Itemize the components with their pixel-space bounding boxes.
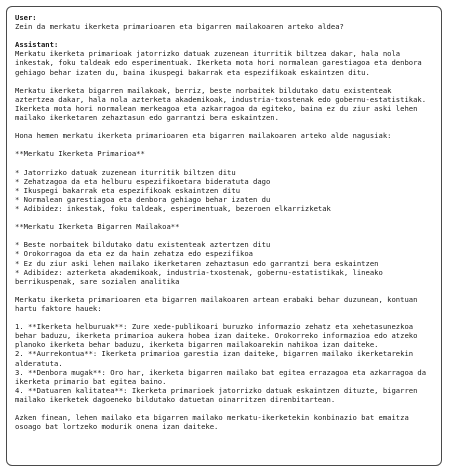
user-role-label: User: bbox=[15, 13, 37, 22]
assistant-paragraph-secondary: Merkatu ikerketa bigarren mailakoak, berriz, beste norbaitek bildutako datu existenteak aztertzea dakar, hala nola azterketa akademikoak, industria-txostenak edo gobernu-estatistikak. Ikerketa mota hori normalean merkeagoa eta azkarragoa da egiteko, baina ez du ziur aski lehen mailako ikerketaren zehaztasun edo garrantzi bera eskaintzen. bbox=[15, 85, 431, 123]
assistant-paragraph-conclusion: Azken finean, lehen mailako eta bigarren mailako merkatu-ikerketekin konbinazio bat emaitza osoago bat lortzeko modurik onena izan daiteke. bbox=[15, 413, 414, 432]
section-heading-primary: **Merkatu Ikerketa Primarioa** bbox=[15, 149, 145, 159]
secondary-bullet-list: * Beste norbaitek bildutako datu existenteak aztertzen ditu * Orokorragoa da eta ez da hain zehatza edo espezifikoa * Ez du ziur aski lehen mailako ikerketaren zehaztasun edo garrantzi bera eskaintzen * Adibidez: azterketa akademikoak, industria-txostenak, gobernu-estatistikak, lineako berrikuspenak, sare sozialen analitika bbox=[15, 240, 383, 286]
section-heading-secondary: **Merkatu Ikerketa Bigarren Mailakoa** bbox=[15, 222, 180, 232]
chat-transcript-panel bbox=[6, 6, 442, 466]
primary-bullet-list: * Jatorrizko datuak zuzenean iturritik biltzen ditu * Zehatzagoa da eta helburu espezifikoetara bideratuta dago * Ikuspegi bakarrak eta espezifikoak eskaintzen ditu * Normalean garestiagoa eta denbora gehiago behar izaten du * Adibidez: inkestak, foku taldeak, esperimentuak, bezeroen elkarrizketak bbox=[15, 167, 331, 213]
assistant-paragraph-intro: Merkatu ikerketa primarioak jatorrizko datuak zuzenean iturritik biltzea dakar, hala nola inkestak, foku taldeak edo esperimentuak. Ikerketa mota hori normalean garestiagoa eta denbora gehiago behar izaten du, baina ikuspegi bakarrak eta espezifikoak eskaintzen ditu. bbox=[15, 49, 427, 77]
assistant-paragraph-lead: Hona hemen merkatu ikerketa primarioaren eta bigarren mailakoaren arteko alde nagusiak: bbox=[15, 131, 392, 141]
factors-numbered-list: 1. **Ikerketa helburuak**: Zure xede-publikoari buruzko informazio zehatz eta xehetasunezkoa behar baduzu, ikerketa primarioa aukera hobea izan daiteke. Orokorreko informazioa edo atzeko planoko ikerketa behar baduzu, ikerketa bigarren mailakoarekin nahikoa izan daiteke. 2. **Aurrekontua**: Ikerketa primarioa garestia izan daiteke, bigarren mailako ikerketarekin alderatuta. 3. **Denbora mugak**: Oro har, ikerketa bigarren mailako bat egitea errazagoa eta azkarragoa da ikerketa primario bat egitea baino. 4. **Datuaren kalitatea**: Ikerketa primarioek jatorrizko datuak eskaintzen dituzte, bigarren mailako ikerketek dagoeneko bildutako datuetan oinarritzen direnbitartean. bbox=[15, 322, 427, 404]
assistant-role-label: Assistant: bbox=[15, 40, 59, 50]
user-message: Zein da merkatu ikerketa primarioaren eta bigarren mailakoaren arteko aldea? bbox=[15, 22, 344, 32]
assistant-paragraph-factors: Merkatu ikerketa primarioaren eta bigarren mailakoaren artean erabaki behar duzunean, kontuan hartu faktore hauek: bbox=[15, 294, 422, 313]
